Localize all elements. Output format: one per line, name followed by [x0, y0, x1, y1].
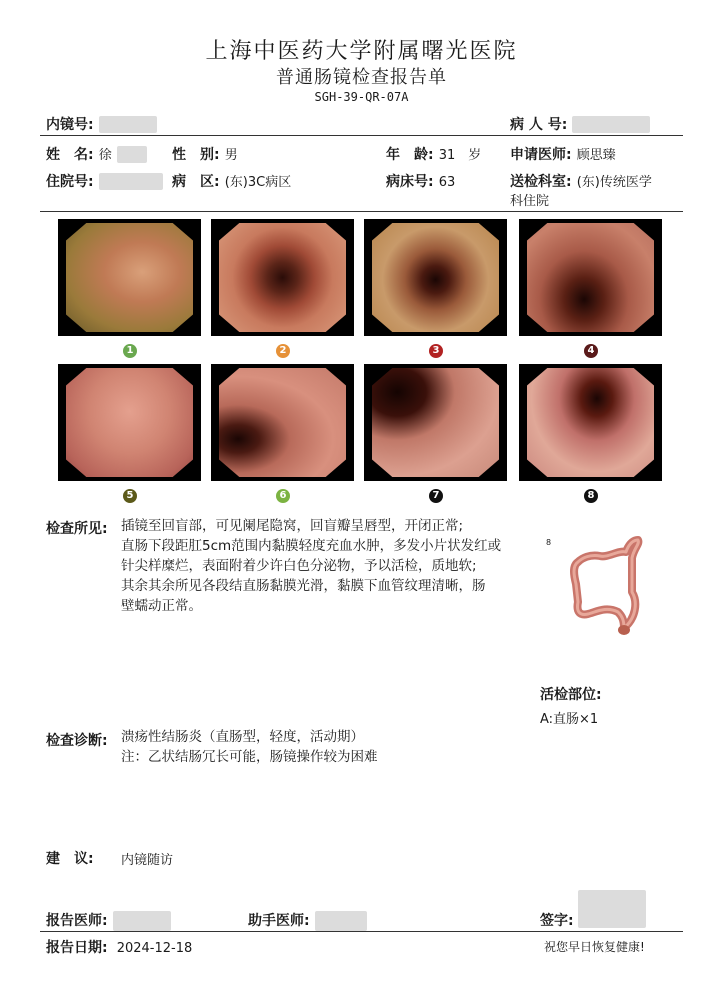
advice-value: 内镜随访	[121, 853, 174, 868]
endoscope-number-field	[46, 114, 157, 134]
endoscopy-image-2	[211, 219, 354, 336]
biopsy-site-label: 活检部位:	[540, 687, 602, 703]
report-doctor-field	[46, 910, 171, 931]
diagnosis-line-2: 注：乙状结肠冗长可能，肠镜操作较为困难	[121, 749, 378, 765]
endoscopy-image-6	[211, 364, 354, 481]
image-number-badge-4: 4	[584, 344, 598, 358]
admission-number-label: 住院号:	[46, 174, 94, 190]
endoscope-number-label: 内镜号:	[46, 117, 94, 133]
endoscopy-image-3	[364, 219, 507, 336]
ward-label: 病 区:	[172, 174, 220, 190]
findings-line-5: 壁蠕动正常。	[121, 598, 202, 614]
gender-value: 男	[224, 148, 238, 163]
department-label: 送检科室:	[510, 174, 572, 190]
footer-divider	[40, 931, 683, 932]
report-title: 普通肠镜检查报告单	[276, 67, 447, 88]
gender-field	[172, 144, 238, 164]
endoscopy-image-1	[58, 219, 201, 336]
image-number-badge-5: 5	[123, 489, 137, 503]
patient-number-field	[510, 114, 650, 134]
requesting-doctor-field	[510, 144, 616, 164]
image-number-badge-6: 6	[276, 489, 290, 503]
findings-line-4: 其余其余所见各段结直肠黏膜光滑，黏膜下血管纹理清晰，肠	[121, 578, 486, 594]
header-divider-2	[40, 211, 683, 212]
report-date-field	[46, 937, 192, 957]
bed-field	[386, 171, 455, 191]
report-doctor-label: 报告医师:	[46, 913, 108, 929]
name-field	[46, 144, 147, 164]
report-date-value: 2024-12-18	[116, 941, 193, 956]
requesting-doctor-label: 申请医师:	[510, 147, 572, 163]
age-label: 年 龄:	[386, 147, 434, 163]
endoscopy-image-4	[519, 219, 662, 336]
admission-number-field	[46, 171, 163, 191]
image-number-badge-8: 8	[584, 489, 598, 503]
ward-field	[172, 171, 291, 191]
redacted-name	[117, 146, 147, 163]
endoscopy-image-8	[519, 364, 662, 481]
form-code: SGH-39-QR-07A	[314, 90, 409, 104]
hospital-name: 上海中医药大学附属曙光医院	[205, 39, 518, 64]
colon-diagram	[566, 536, 646, 638]
image-number-badge-1: 1	[123, 344, 137, 358]
findings-line-2: 直肠下段距肛5cm范围内黏膜轻度充血水肿，多发小片状发红或	[121, 538, 502, 554]
redacted-report-doctor	[113, 911, 171, 931]
image-number-badge-2: 2	[276, 344, 290, 358]
image-number-badge-7: 7	[429, 489, 443, 503]
gender-label: 性 别:	[172, 147, 220, 163]
diagnosis-line-1: 溃疡性结肠炎（直肠型，轻度，活动期）	[121, 729, 364, 745]
patient-number-label: 病 人 号:	[510, 117, 568, 133]
age-field	[386, 144, 481, 164]
findings-line-1: 插镜至回盲部，可见阑尾隐窝，回盲瓣呈唇型，开闭正常;	[121, 518, 464, 534]
bed-value: 63	[438, 175, 456, 190]
signature-field	[540, 910, 574, 930]
findings-label: 检查所见:	[46, 521, 108, 537]
redacted-assistant-doctor	[315, 911, 367, 931]
redacted-endoscope-number	[99, 116, 157, 133]
image-number-badge-3: 3	[429, 344, 443, 358]
diagnosis-text	[121, 727, 521, 767]
department-field	[510, 171, 652, 191]
report-date-label: 报告日期:	[46, 940, 108, 956]
ward-value: (东)3C病区	[224, 175, 292, 190]
assistant-doctor-field	[248, 910, 367, 931]
findings-line-3: 针尖样糜烂，表面附着少许白色分泌物，予以活检，质地软;	[121, 558, 477, 574]
header-divider-1	[40, 135, 683, 136]
requesting-doctor-value: 顾思臻	[576, 148, 616, 163]
redacted-patient-number	[572, 116, 650, 133]
age-value: 31 岁	[438, 148, 482, 163]
endoscopy-image-5	[58, 364, 201, 481]
bed-label: 病床号:	[386, 174, 434, 190]
closing-wish: 祝您早日恢复健康!	[544, 940, 645, 954]
endoscopy-image-7	[364, 364, 507, 481]
department-value-line2: 科住院	[510, 194, 550, 209]
findings-text	[121, 516, 531, 616]
diagnosis-label: 检查诊断:	[46, 733, 108, 749]
name-label: 姓 名:	[46, 147, 94, 163]
redacted-signature	[578, 890, 646, 928]
assistant-doctor-label: 助手医师:	[248, 913, 310, 929]
signature-label: 签字:	[540, 913, 574, 929]
department-value-line1: (东)传统医学	[576, 175, 652, 190]
redacted-admission-number	[99, 173, 163, 190]
biopsy-site-value: A:直肠×1	[540, 712, 599, 727]
advice-label: 建 议:	[46, 851, 94, 867]
name-value: 徐	[98, 148, 112, 163]
diagram-marker: 8	[546, 538, 552, 547]
